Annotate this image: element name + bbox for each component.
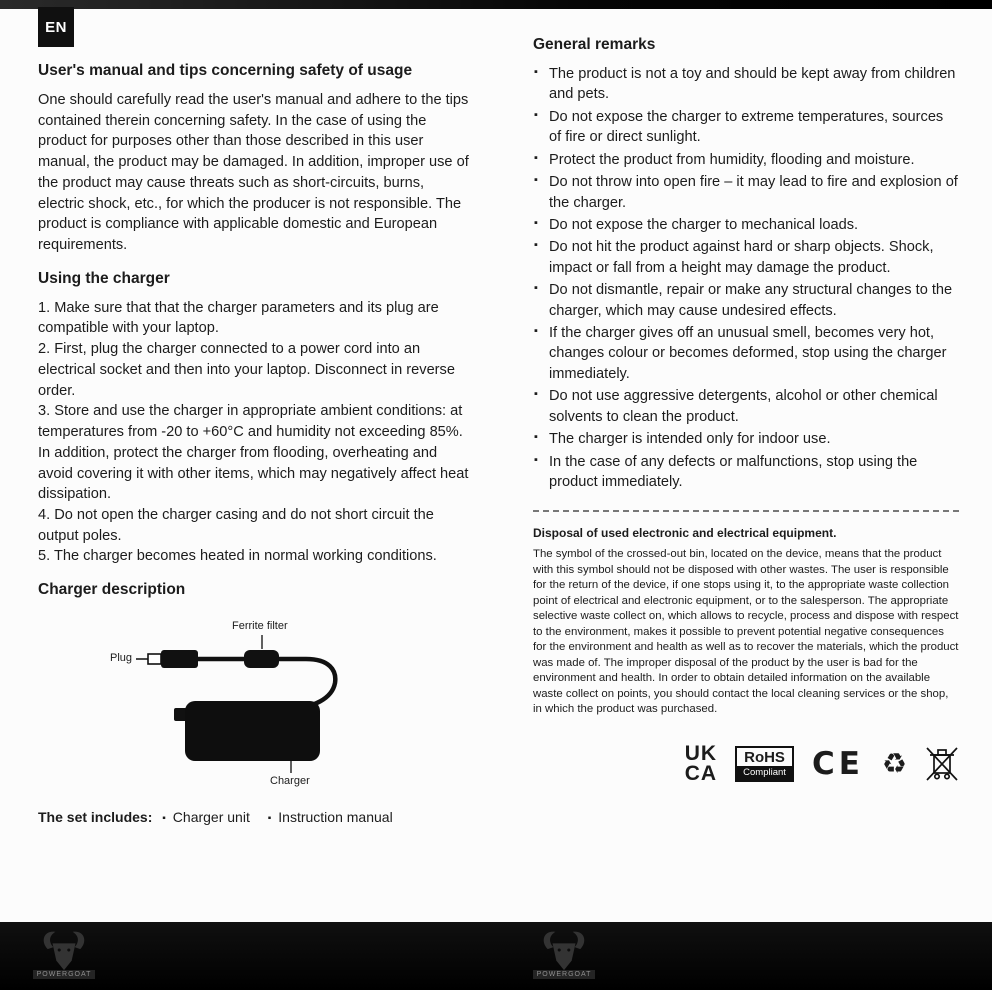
remark-item: ▪ If the charger gives off an unusual smell, becomes very hot, changes colour or becomes deformed, stop using the charger immediately. xyxy=(533,323,959,384)
using-heading: Using the charger xyxy=(38,269,170,287)
remark-item: ▪ Do not hit the product against hard or sharp objects. Shock, impact or fall from a height may damage the product. xyxy=(533,237,959,278)
charger-diagram xyxy=(38,609,472,799)
remarks-list xyxy=(533,64,959,492)
ukca-line2: CA xyxy=(684,761,718,785)
crossed-out-bin-icon xyxy=(925,744,959,784)
top-edge-strip xyxy=(0,0,992,9)
language-badge: EN xyxy=(38,7,74,47)
remark-item: ▪ Do not use aggressive detergents, alcohol or other chemical solvents to clean the product. xyxy=(533,386,959,427)
charger-label: Charger xyxy=(270,775,310,788)
using-steps xyxy=(38,298,472,567)
disposal-paragraph: The symbol of the crossed-out bin, located on the device, means that the product with this symbol should not be disposed with other wastes. The user is responsible for the return of the device, if one stops using it, to the appropriate waste collection point of electrical and electronic equipment, or to the salesperson. The appropriate selective waste collect on, which allows to recycle, process and dispose with respect to the environment, makes it possible to prevent potential negative consequences for the environment and health as well as to recover the materials, which the product was made of. The improper disposal of the product by the user is bad for the environment and health. In order to obtain detailed information on the available waste collect on points, you should contact the local cleaning services or the shop, in which the product was purchased. xyxy=(533,548,959,716)
plug-label: Plug xyxy=(110,652,133,665)
remark-item: ▪ Do not throw into open fire – it may lead to fire and explosion of the charger. xyxy=(533,172,959,213)
recycling-symbol-icon: ♻ xyxy=(881,746,907,780)
using-step: 5. The charger becomes heated in normal working conditions. xyxy=(38,548,437,565)
remark-item: ▪ The charger is intended only for indoor use. xyxy=(533,429,959,449)
using-step: 1. Make sure that that the charger parameters and its plug are compatible with your laptop. xyxy=(38,299,439,337)
footer-bar xyxy=(0,922,992,990)
right-column xyxy=(533,36,959,784)
remark-item: ▪ Do not expose the charger to extreme temperatures, sources of fire or direct sunlight. xyxy=(533,107,959,148)
safety-paragraph: One should carefully read the user's manual and adhere to the tips contained therein concerning safety. In the case of using the product for purposes other than those described in this user manual, the product may be damaged. In addition, improper use of the product may cause threats such as short-circuits, burns, electric shock, etc., for which the producer is not responsible. The product is compliance with applicable domestic and European requirements. xyxy=(38,92,469,254)
remark-item: ▪ Do not expose the charger to mechanical loads. xyxy=(533,215,959,235)
safety-heading: User's manual and tips concerning safety of usage xyxy=(38,62,413,79)
dashed-separator xyxy=(533,510,959,512)
remark-item: ▪ In the case of any defects or malfunctions, stop using the product immediately. xyxy=(533,452,959,493)
brand-logo xyxy=(536,928,592,979)
using-step: 2. First, plug the charger connected to a power cord into an electrical socket and then into your laptop. Disconnect in reverse order. xyxy=(38,341,455,399)
ukca-mark xyxy=(685,744,717,784)
charger-brick-icon xyxy=(185,701,320,761)
brand-logo xyxy=(36,928,92,979)
set-includes-item: ▪ Charger unit xyxy=(162,809,250,825)
ukca-line1: UK xyxy=(684,742,718,765)
plug-body-icon xyxy=(161,650,198,668)
plug-prong-icon xyxy=(148,654,161,664)
remarks-heading: General remarks xyxy=(533,36,656,53)
compliance-marks xyxy=(533,744,959,784)
rohs-mark xyxy=(735,746,794,782)
remark-item: ▪ Protect the product from humidity, flooding and moisture. xyxy=(533,150,959,170)
disposal-heading: Disposal of used electronic and electrical equipment. xyxy=(533,526,837,541)
set-includes-line xyxy=(38,809,472,825)
brand-name: POWERGOAT xyxy=(33,970,96,979)
using-step: 3. Store and use the charger in appropriate ambient conditions: at temperatures from -20 to +60°C and humidity not exceeding 85%. In addition, protect the charger from flooding, overheating and avoid covering it with other items, which may negatively affect heat dissipation. xyxy=(38,403,469,503)
ferrite-filter-icon xyxy=(244,650,279,668)
brand-name: POWERGOAT xyxy=(533,970,596,979)
rohs-title: RoHS xyxy=(744,748,785,766)
charger-diagram-drawing xyxy=(38,609,472,799)
powergoat-logo-icon xyxy=(539,928,589,974)
description-heading: Charger description xyxy=(38,581,186,599)
remark-item: ▪ Do not dismantle, repair or make any structural changes to the charger, which may cause undesired effects. xyxy=(533,280,959,321)
ce-mark: CE xyxy=(811,745,864,782)
powergoat-logo-icon xyxy=(39,928,89,974)
rohs-compliant-label: Compliant xyxy=(737,766,792,780)
set-includes-label: The set includes: xyxy=(38,809,153,826)
set-includes-item: ▪ Instruction manual xyxy=(268,809,393,825)
ferrite-filter-label: Ferrite filter xyxy=(232,620,288,633)
left-column xyxy=(38,62,472,825)
using-step: 4. Do not open the charger casing and do not short circuit the output poles. xyxy=(38,506,434,544)
remark-item: ▪ The product is not a toy and should be kept away from children and pets. xyxy=(533,64,959,105)
